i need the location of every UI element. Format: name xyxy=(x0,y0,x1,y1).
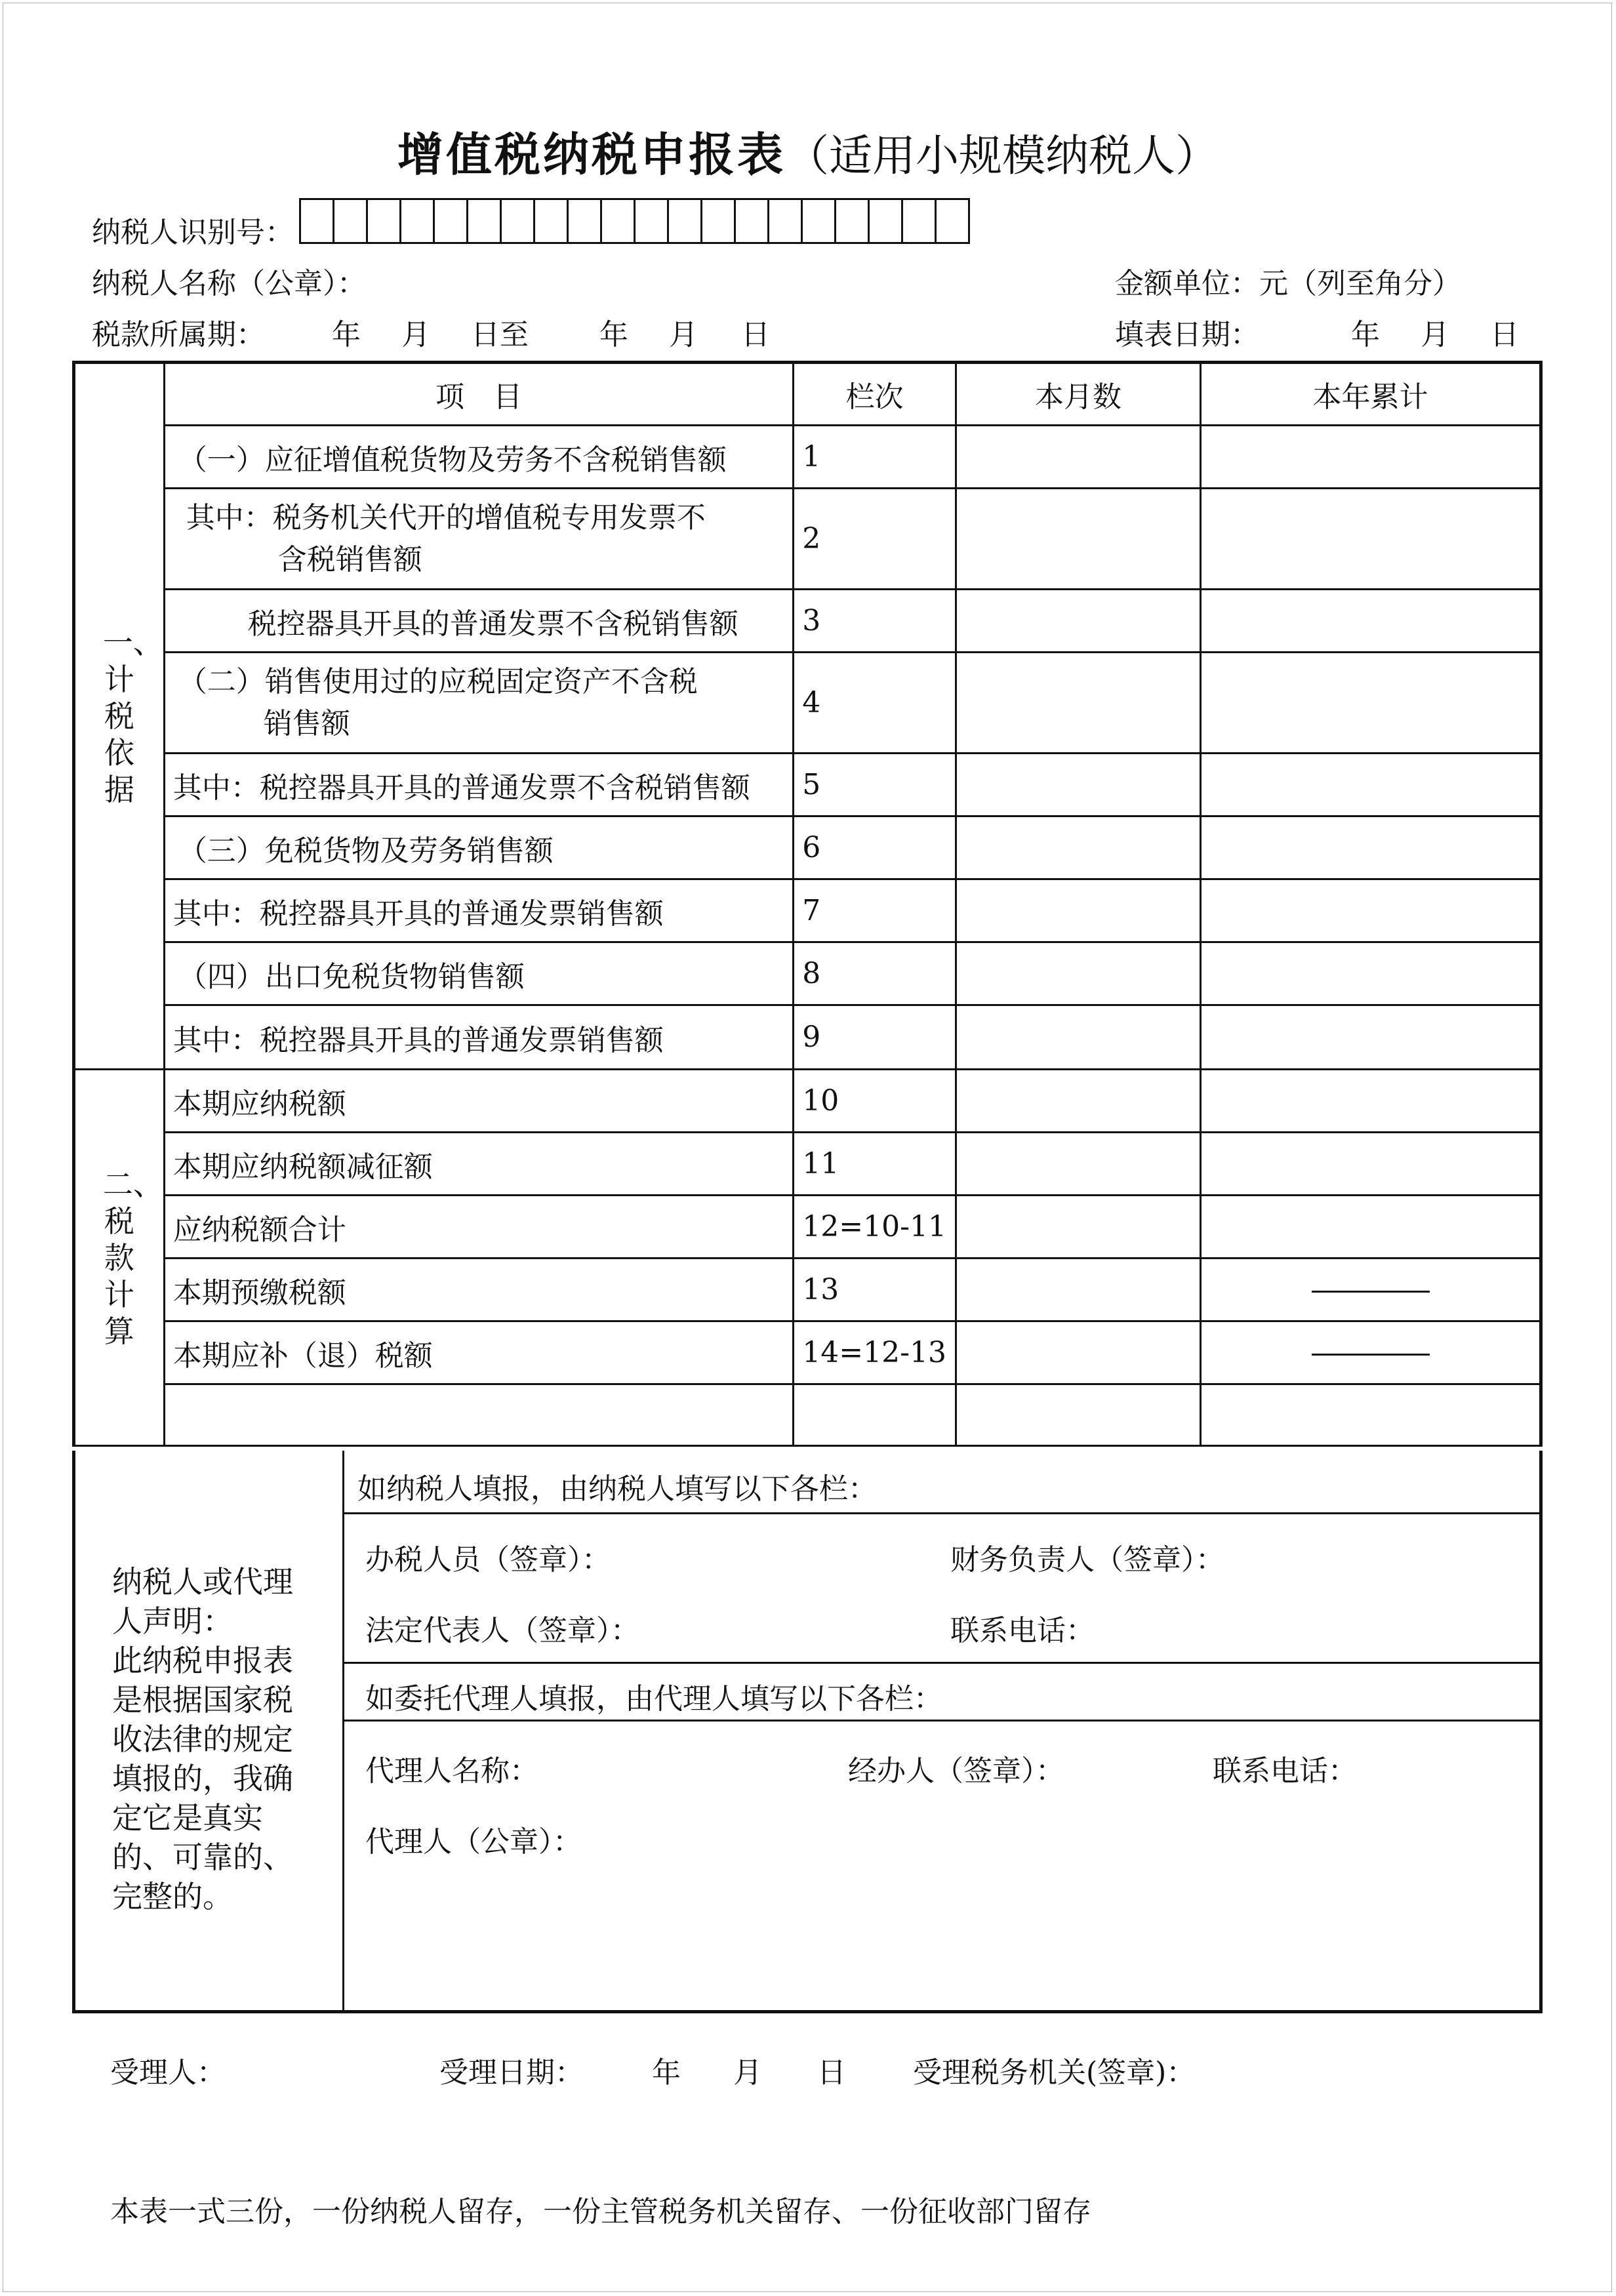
row-1-month-cell[interactable] xyxy=(956,426,1201,489)
row-1-col: 1 xyxy=(794,426,956,489)
header-item: 项 目 xyxy=(164,363,794,426)
table-row xyxy=(74,1005,1541,1070)
finance-head-signature[interactable]: 财务负责人（签章）： xyxy=(950,1543,1224,1577)
table-row xyxy=(74,1321,1541,1384)
row-13-col: 13 xyxy=(794,1259,956,1321)
fill-date-day: 日 xyxy=(1490,318,1519,352)
table-row xyxy=(74,879,1541,942)
row-9-year-cell[interactable] xyxy=(1201,1005,1541,1070)
row-12-month-cell[interactable] xyxy=(956,1196,1201,1259)
declaration-body: 此纳税申报表是根据国家税收法律的规定填报的，我确定它是真实的、可靠的、完整的。 xyxy=(112,1643,293,1914)
receive-date-month: 月 xyxy=(733,2056,762,2089)
divider xyxy=(344,1512,1539,1514)
row-12-year-cell[interactable] xyxy=(1201,1196,1541,1259)
row-1-item: （一）应征增值税货物及劳务不含税销售额 xyxy=(164,426,794,489)
row-2-month-cell[interactable] xyxy=(956,489,1201,590)
tax-period-from-day: 日至 xyxy=(471,318,529,352)
table-row xyxy=(74,754,1541,816)
fill-date-month: 月 xyxy=(1421,318,1449,352)
fill-date-year: 年 xyxy=(1351,318,1380,352)
table-row xyxy=(74,1070,1541,1133)
row-14-year-cell xyxy=(1201,1321,1541,1384)
header-col: 栏次 xyxy=(794,363,956,426)
handler-signature[interactable]: 经办人（签章）： xyxy=(848,1754,1064,1788)
row-12-item: 应纳税额合计 xyxy=(164,1196,794,1259)
legal-rep-signature[interactable]: 法定代表人（签章）： xyxy=(365,1614,639,1647)
table-row xyxy=(74,489,1541,590)
form-title-sub: （适用小规模纳税人） xyxy=(786,131,1219,181)
row-8-year-cell[interactable] xyxy=(1201,942,1541,1005)
declaration-statement xyxy=(75,1451,344,2010)
receive-date-label: 受理日期： xyxy=(439,2056,584,2089)
tax-period-label: 税款所属期： xyxy=(92,318,265,352)
row-11-col: 11 xyxy=(794,1133,956,1196)
row-14-month-cell[interactable] xyxy=(956,1321,1201,1384)
row-14-col: 14=12-13 xyxy=(794,1321,956,1384)
row-12-col: 12=10-11 xyxy=(794,1196,956,1259)
blank-item-cell[interactable] xyxy=(164,1384,794,1446)
row-3-month-cell[interactable] xyxy=(956,590,1201,653)
row-7-col: 7 xyxy=(794,879,956,942)
row-5-year-cell[interactable] xyxy=(1201,754,1541,816)
row-3-item: 税控器具开具的普通发票不含税销售额 xyxy=(164,590,794,653)
row-13-item: 本期预缴税额 xyxy=(164,1259,794,1321)
table-row xyxy=(74,653,1541,754)
row-10-month-cell[interactable] xyxy=(956,1070,1201,1133)
form-title-main: 增值税纳税申报表 xyxy=(397,128,786,182)
blank-month-cell[interactable] xyxy=(956,1384,1201,1446)
row-6-item: （三）免税货物及劳务销售额 xyxy=(164,816,794,879)
row-4-col: 4 xyxy=(794,653,956,754)
row-5-col: 5 xyxy=(794,754,956,816)
declaration-box xyxy=(72,1451,1543,2013)
fill-date-label: 填表日期： xyxy=(1115,318,1259,352)
row-13-month-cell[interactable] xyxy=(956,1259,1201,1321)
agent-phone-field[interactable]: 联系电话： xyxy=(1213,1754,1357,1788)
agent-seal-field[interactable]: 代理人（公章）： xyxy=(365,1825,582,1859)
row-4-month-cell[interactable] xyxy=(956,653,1201,754)
copies-note: 本表一式三份，一份纳税人留存，一份主管税务机关留存、一份征收部门留存 xyxy=(110,2195,1091,2228)
table-row xyxy=(74,426,1541,489)
row-14-item: 本期应补（退）税额 xyxy=(164,1321,794,1384)
row-7-item: 其中：税控器具开具的普通发票销售额 xyxy=(164,879,794,942)
blank-col-cell[interactable] xyxy=(794,1384,956,1446)
receive-date-year: 年 xyxy=(652,2056,681,2089)
tax-period-to-day: 日 xyxy=(741,318,770,352)
row-3-year-cell[interactable] xyxy=(1201,590,1541,653)
receiver-field[interactable]: 受理人： xyxy=(110,2056,226,2089)
tax-officer-signature[interactable]: 办税人员（签章）： xyxy=(365,1543,611,1577)
row-7-year-cell[interactable] xyxy=(1201,879,1541,942)
declaration-fields xyxy=(344,1451,1539,2010)
row-2-col: 2 xyxy=(794,489,956,590)
row-1-year-cell[interactable] xyxy=(1201,426,1541,489)
declaration-title: 纳税人或代理人声明： xyxy=(112,1564,293,1639)
table-row-blank xyxy=(74,1384,1541,1446)
amount-unit-label: 金额单位：元（列至角分） xyxy=(1115,267,1461,300)
row-7-month-cell[interactable] xyxy=(956,879,1201,942)
section-2-label: 二、税款计算 xyxy=(74,1070,165,1446)
row-8-month-cell[interactable] xyxy=(956,942,1201,1005)
row-11-year-cell[interactable] xyxy=(1201,1133,1541,1196)
row-10-item: 本期应纳税额 xyxy=(164,1070,794,1133)
row-11-item: 本期应纳税额减征额 xyxy=(164,1133,794,1196)
divider xyxy=(344,1662,1539,1664)
table-row xyxy=(74,1133,1541,1196)
row-5-item: 其中：税控器具开具的普通发票不含税销售额 xyxy=(164,754,794,816)
table-row xyxy=(74,942,1541,1005)
row-13-year-cell xyxy=(1201,1259,1541,1321)
header-year: 本年累计 xyxy=(1201,363,1541,426)
dash-line xyxy=(1312,1354,1430,1356)
row-9-item: 其中：税控器具开具的普通发票销售额 xyxy=(164,1005,794,1070)
row-8-item: （四）出口免税货物销售额 xyxy=(164,942,794,1005)
agent-fill-label: 如委托代理人填报，由代理人填写以下各栏： xyxy=(365,1682,942,1716)
row-8-col: 8 xyxy=(794,942,956,1005)
row-11-month-cell[interactable] xyxy=(956,1133,1201,1196)
row-6-col: 6 xyxy=(794,816,956,879)
taxpayer-id-boxes[interactable] xyxy=(299,198,970,244)
row-4-item: （二）销售使用过的应税固定资产不含税 销售额 xyxy=(164,653,794,754)
row-2-item: 其中：税务机关代开的增值税专用发票不 含税销售额 xyxy=(164,489,794,590)
tax-office-seal[interactable]: 受理税务机关(签章)： xyxy=(913,2056,1196,2089)
taxpayer-id-label: 纳税人识别号： xyxy=(92,216,294,249)
table-row xyxy=(74,1196,1541,1259)
dash-line xyxy=(1312,1291,1430,1293)
header-month: 本月数 xyxy=(956,363,1201,426)
self-fill-label: 如纳税人填报，由纳税人填写以下各栏： xyxy=(357,1472,877,1506)
tax-period-to-month: 月 xyxy=(669,318,698,352)
taxpayer-name-label: 纳税人名称（公章）： xyxy=(92,267,366,300)
table-header-row xyxy=(74,363,1541,426)
row-2-year-cell[interactable] xyxy=(1201,489,1541,590)
row-9-col: 9 xyxy=(794,1005,956,1070)
receive-date-day: 日 xyxy=(817,2056,846,2089)
contact-phone-field[interactable]: 联系电话： xyxy=(950,1614,1095,1647)
table-row xyxy=(74,816,1541,879)
section-1-label: 一、计税依据 xyxy=(74,363,165,1070)
table-row xyxy=(74,1259,1541,1321)
agent-name-field[interactable]: 代理人名称： xyxy=(365,1754,538,1788)
row-4-year-cell[interactable] xyxy=(1201,653,1541,754)
divider xyxy=(344,1720,1539,1722)
form-title xyxy=(0,118,1616,184)
blank-year-cell[interactable] xyxy=(1201,1384,1541,1446)
row-5-month-cell[interactable] xyxy=(956,754,1201,816)
declaration-table xyxy=(72,361,1543,1447)
row-10-col: 10 xyxy=(794,1070,956,1133)
row-10-year-cell[interactable] xyxy=(1201,1070,1541,1133)
tax-period-to-year: 年 xyxy=(599,318,628,352)
row-6-month-cell[interactable] xyxy=(956,816,1201,879)
tax-period-from-year: 年 xyxy=(332,318,361,352)
row-9-month-cell[interactable] xyxy=(956,1005,1201,1070)
row-3-col: 3 xyxy=(794,590,956,653)
tax-period-from-month: 月 xyxy=(401,318,430,352)
table-row xyxy=(74,590,1541,653)
row-6-year-cell[interactable] xyxy=(1201,816,1541,879)
